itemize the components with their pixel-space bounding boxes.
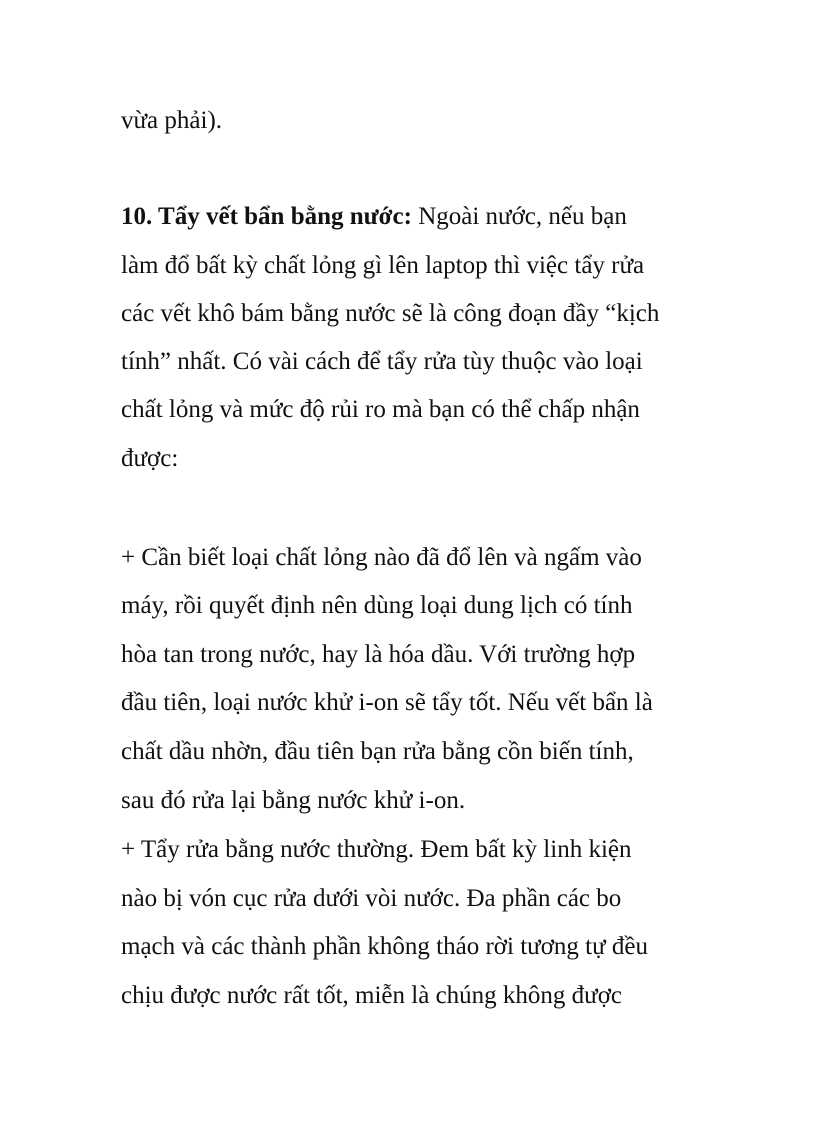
section-10-heading: 10. Tẩy vết bẩn bằng nước: [121, 203, 412, 230]
text-line: làm đổ bất kỳ chất lỏng gì lên laptop thì việc tẩy rửa [121, 252, 645, 279]
text-line: + Cần biết loại chất lỏng nào đã đổ lên và ngấm vào [121, 544, 642, 571]
text-line: đầu tiên, loại nước khử i-on sẽ tẩy tốt. Nếu vết bẩn là [121, 689, 653, 716]
text-line: chịu được nước rất tốt, miễn là chúng không được [121, 982, 623, 1009]
text-line: mạch và các thành phần không tháo rời tương tự đều [121, 933, 649, 960]
text-line: sau đó rửa lại bằng nước khử i-on. [121, 787, 466, 814]
text-line: máy, rồi quyết định nên dùng loại dung lịch có tính [121, 592, 633, 619]
section-10-text: Ngoài nước, nếu bạn [418, 203, 627, 230]
text-line: hòa tan trong nước, hay là hóa dầu. Với trường hợp [121, 641, 636, 668]
text-line: được: [121, 445, 179, 472]
text-line: chất lỏng và mức độ rủi ro mà bạn có thể chấp nhận [121, 396, 640, 423]
text-line: + Tẩy rửa bằng nước thường. Đem bất kỳ linh kiện [121, 836, 632, 863]
text-line: chất dầu nhờn, đầu tiên bạn rửa bằng cồn biến tính, [121, 738, 634, 765]
text-line: nào bị vón cục rửa dưới vòi nước. Đa phần các bo [121, 885, 622, 912]
text-line: các vết khô bám bằng nước sẽ là công đoạn đầy “kịch [121, 300, 660, 327]
section-10-first-line [121, 202, 627, 232]
text-line: tính” nhất. Có vài cách để tẩy rửa tùy thuộc vào loại [121, 348, 643, 375]
text-line: vừa phải). [121, 107, 223, 134]
